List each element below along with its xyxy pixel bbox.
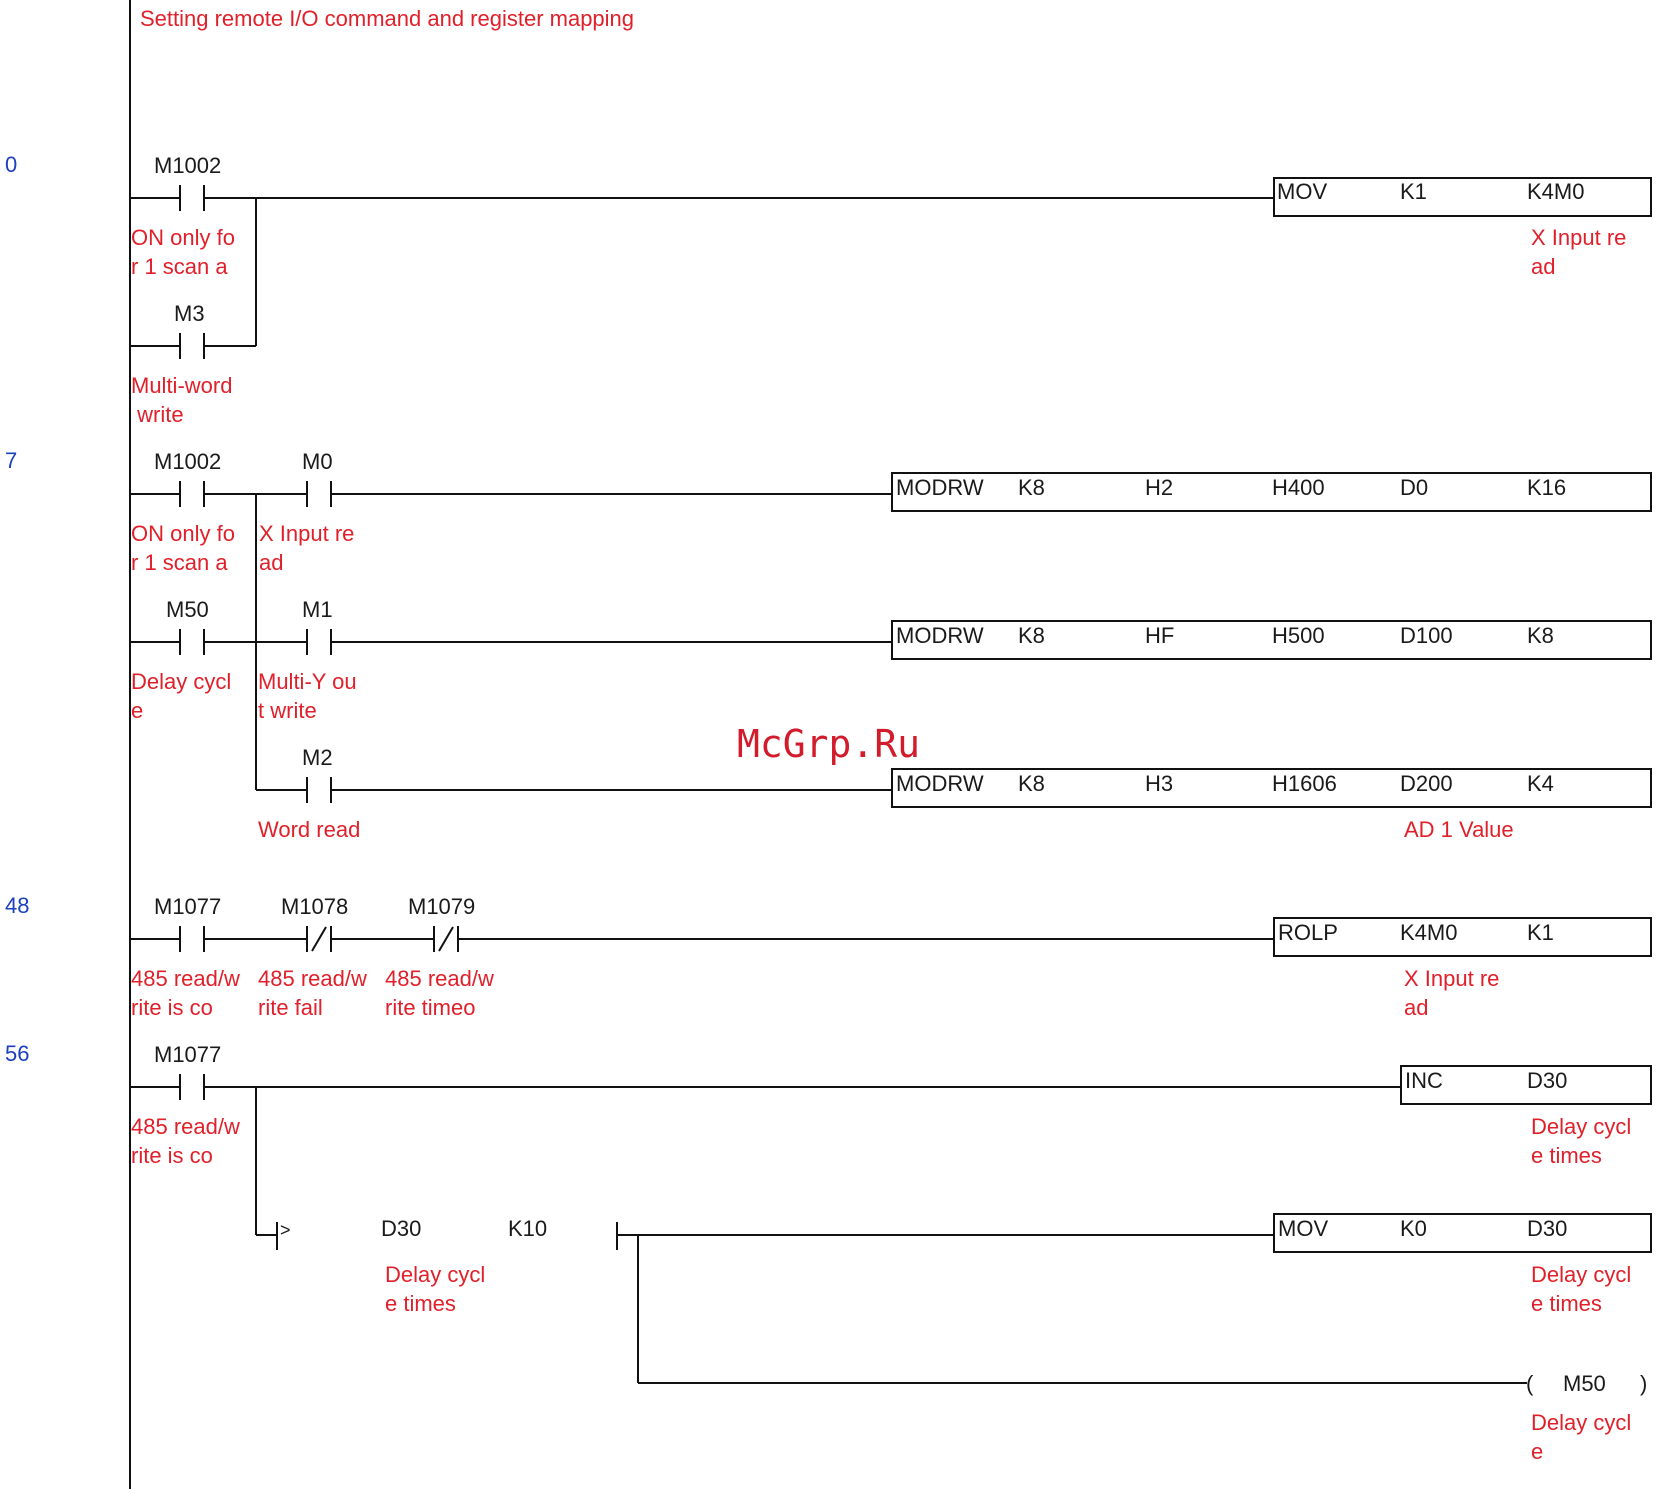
instruction-comment: e times <box>1531 1291 1602 1316</box>
instruction-field: K8 <box>1527 623 1554 648</box>
contact-label: M0 <box>302 449 333 474</box>
step-number: 48 <box>5 893 30 918</box>
diagram-title: Setting remote I/O command and register mapping <box>140 6 635 31</box>
contact-no[interactable] <box>307 629 331 655</box>
contact-nc[interactable] <box>434 926 458 952</box>
instruction-field: H1606 <box>1272 771 1337 796</box>
instruction-field: D200 <box>1400 771 1453 796</box>
instruction-field: K0 <box>1400 1216 1427 1241</box>
instruction-field: D30 <box>1527 1216 1568 1241</box>
coil-label: M50 <box>1563 1371 1606 1396</box>
instruction-field: D30 <box>1527 1068 1568 1093</box>
compare-operator: > <box>280 1220 291 1240</box>
contact-comment: Word read <box>258 817 361 842</box>
instruction-field: MOV <box>1278 1216 1329 1241</box>
contact-comment: rite timeo <box>385 995 476 1020</box>
contact-no[interactable] <box>180 629 204 655</box>
contact-comment: t write <box>258 698 317 723</box>
contact-comment: Multi-Y ou <box>258 669 357 694</box>
contact-label: M1002 <box>154 449 222 474</box>
contact-comment: Delay cycl <box>131 669 232 694</box>
compare-operand: D30 <box>381 1216 422 1241</box>
contact-no[interactable] <box>180 1074 204 1100</box>
instruction-comment: X Input re <box>1531 225 1627 250</box>
contact-comment: rite fail <box>258 995 323 1020</box>
output-coil[interactable] <box>1526 1371 1647 1396</box>
contact-no[interactable] <box>180 185 204 211</box>
instruction-field: HF <box>1145 623 1175 648</box>
compare-comment: Delay cycl <box>385 1262 486 1287</box>
instruction-field: ROLP <box>1278 920 1338 945</box>
contact-label: M3 <box>174 301 205 326</box>
contact-comment: rite is co <box>131 995 213 1020</box>
contact-comment: ON only fo <box>131 225 235 250</box>
rung-56 <box>130 1042 1651 1464</box>
contact-label: M1 <box>302 597 333 622</box>
contact-no[interactable] <box>307 777 331 803</box>
coil-comment: e <box>1531 1439 1544 1464</box>
instruction-comment: Delay cycl <box>1531 1114 1632 1139</box>
coil-comment: Delay cycl <box>1531 1410 1632 1435</box>
contact-label: M50 <box>166 597 209 622</box>
instruction-field: D0 <box>1400 475 1429 500</box>
instruction-field: H3 <box>1145 771 1174 796</box>
contact-no[interactable] <box>180 333 204 359</box>
instruction-comment: ad <box>1531 254 1556 279</box>
instruction-field: K16 <box>1527 475 1567 500</box>
instruction-field: MODRW <box>896 475 984 500</box>
contact-comment: e <box>131 698 144 723</box>
contact-label: M2 <box>302 745 333 770</box>
instruction-comment: ad <box>1404 995 1429 1020</box>
compare-comment: e times <box>385 1291 456 1316</box>
contact-comment: ON only fo <box>131 521 235 546</box>
contact-comment: r 1 scan a <box>131 550 228 575</box>
contact-label: M1077 <box>154 1042 222 1067</box>
instruction-box[interactable] <box>1274 1214 1651 1252</box>
instruction-field: MODRW <box>896 623 984 648</box>
rung-0 <box>130 153 1651 427</box>
instruction-field: H400 <box>1272 475 1325 500</box>
compare-contact[interactable] <box>277 1222 617 1250</box>
instruction-field: K4M0 <box>1400 920 1458 945</box>
instruction-field: H2 <box>1145 475 1174 500</box>
instruction-field: D100 <box>1400 623 1453 648</box>
step-number: 0 <box>5 152 18 177</box>
contact-comment: 485 read/w <box>258 966 367 991</box>
instruction-field: K1 <box>1400 179 1427 204</box>
contact-label: M1078 <box>281 894 349 919</box>
rung-48 <box>130 894 1651 1020</box>
instruction-field: H500 <box>1272 623 1325 648</box>
instruction-field: K1 <box>1527 920 1554 945</box>
coil-open-paren: ( <box>1526 1371 1534 1396</box>
contact-comment: write <box>131 402 184 427</box>
contact-label: M1002 <box>154 153 222 178</box>
instruction-comment: e times <box>1531 1143 1602 1168</box>
step-number: 7 <box>5 448 18 473</box>
instruction-comment: X Input re <box>1404 966 1500 991</box>
contact-comment: 485 read/w <box>131 1114 240 1139</box>
contact-label: M1079 <box>408 894 476 919</box>
step-number: 56 <box>5 1041 30 1066</box>
contact-comment: 485 read/w <box>385 966 494 991</box>
contact-comment: r 1 scan a <box>131 254 228 279</box>
rung-7 <box>130 449 1651 842</box>
contact-no[interactable] <box>307 481 331 507</box>
instruction-field: K4 <box>1527 771 1554 796</box>
coil-close-paren: ) <box>1640 1371 1648 1396</box>
compare-operand: K10 <box>508 1216 548 1241</box>
contact-comment: X Input re <box>259 521 355 546</box>
contact-no[interactable] <box>180 926 204 952</box>
instruction-field: K8 <box>1018 623 1045 648</box>
contact-label: M1077 <box>154 894 222 919</box>
contact-comment: 485 read/w <box>131 966 240 991</box>
contact-nc[interactable] <box>307 926 331 952</box>
contact-comment: Multi-word <box>131 373 233 398</box>
instruction-field: MODRW <box>896 771 984 796</box>
instruction-field: MOV <box>1277 179 1328 204</box>
instruction-field: INC <box>1405 1068 1443 1093</box>
instruction-box[interactable] <box>1274 178 1651 216</box>
instruction-field: K8 <box>1018 475 1045 500</box>
instruction-comment: AD 1 Value <box>1404 817 1514 842</box>
watermark: McGrp.Ru <box>737 722 921 766</box>
contact-comment: ad <box>259 550 284 575</box>
contact-no[interactable] <box>180 481 204 507</box>
contact-comment: rite is co <box>131 1143 213 1168</box>
instruction-comment: Delay cycl <box>1531 1262 1632 1287</box>
instruction-field: K8 <box>1018 771 1045 796</box>
instruction-field: K4M0 <box>1527 179 1585 204</box>
